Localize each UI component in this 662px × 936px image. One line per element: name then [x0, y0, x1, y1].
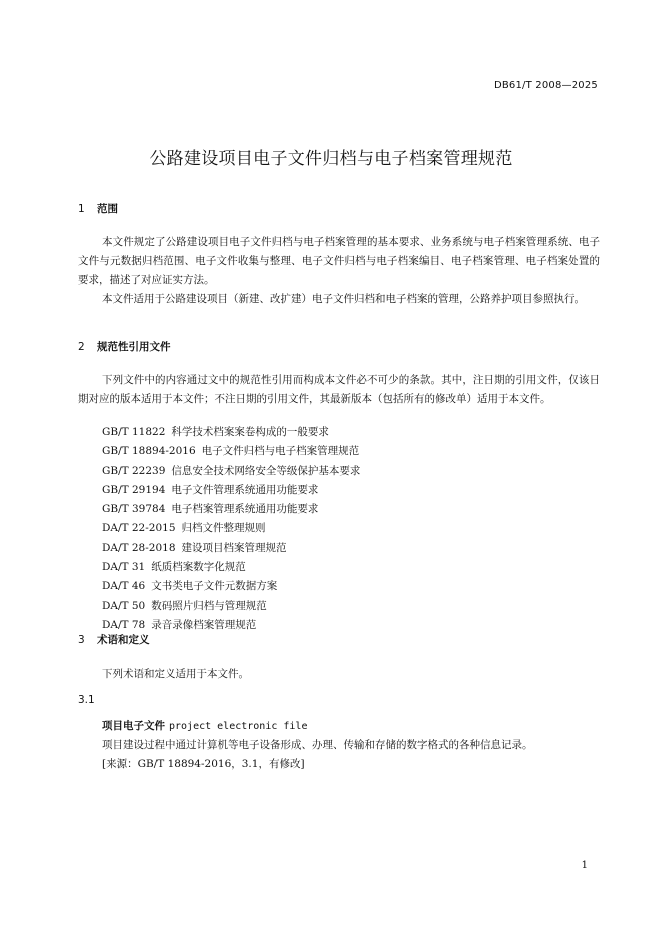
- page-title: 公路建设项目电子文件归档与电子档案管理规范: [149, 149, 513, 169]
- list-item: [102, 519, 360, 538]
- reference-title: 归档文件整理规则: [181, 522, 266, 535]
- reference-code: GB/T 22239: [102, 464, 166, 477]
- list-item: [102, 423, 360, 442]
- reference-code: DA/T 78: [102, 618, 146, 631]
- section-number: 3: [78, 634, 85, 646]
- reference-title: 建设项目档案管理规范: [181, 541, 287, 554]
- standard-code: DB61/T 2008—2025: [493, 80, 598, 91]
- reference-code: GB/T 39784: [102, 503, 166, 516]
- normative-intro: 下列文件中的内容通过文中的规范性引用而构成本文件必不可少的条款。其中，注日期的引用文件，仅该日期对应的版本适用于本文件；不注日期的引用文件，其最新版本（包括所有的修改单）适用于本文件。: [78, 374, 600, 405]
- list-item: [102, 597, 360, 616]
- section-2-heading: [78, 339, 171, 354]
- list-item: [102, 500, 360, 519]
- scope-paragraph-2: 本文件适用于公路建设项目（新建、改扩建）电子文件归档和电子档案的管理，公路养护项目参照执行。: [102, 293, 585, 305]
- list-item: [102, 462, 360, 481]
- section-3-heading: [78, 632, 150, 647]
- reference-code: DA/T 50: [102, 599, 146, 612]
- section-number: 1: [78, 203, 85, 215]
- reference-code: GB/T 29194: [102, 483, 166, 496]
- reference-list: [102, 423, 360, 635]
- reference-code: DA/T 28-2018: [102, 541, 176, 554]
- section-title: 范围: [97, 203, 118, 215]
- list-item: [102, 442, 360, 461]
- section-number: 2: [78, 341, 85, 353]
- list-item: [102, 558, 360, 577]
- term-source: [来源：GB/T 18894-2016，3.1，有修改]: [102, 758, 305, 770]
- page-number: 1: [581, 860, 588, 871]
- reference-title: 电子文件归档与电子档案管理规范: [201, 445, 360, 458]
- term-definition: 项目建设过程中通过计算机等电子设备形成、办理、传输和存储的数字格式的各种信息记录。: [102, 739, 533, 751]
- section-title: 术语和定义: [97, 634, 150, 646]
- reference-code: DA/T 22-2015: [102, 522, 176, 535]
- section-title: 规范性引用文件: [97, 341, 171, 353]
- reference-code: DA/T 31: [102, 561, 146, 574]
- reference-title: 纸质档案数字化规范: [151, 561, 246, 574]
- reference-title: 文书类电子文件元数据方案: [151, 580, 278, 593]
- reference-title: 录音录像档案管理规范: [151, 618, 257, 631]
- reference-title: 电子档案管理系统通用功能要求: [171, 503, 319, 516]
- list-item: [102, 577, 360, 596]
- term-chinese: 项目电子文件: [102, 720, 165, 732]
- reference-title: 信息安全技术网络安全等级保护基本要求: [171, 464, 361, 477]
- term-number: 3.1: [78, 694, 95, 706]
- reference-title: 科学技术档案案卷构成的一般要求: [171, 426, 329, 438]
- reference-title: 数码照片归档与管理规范: [151, 599, 267, 612]
- term-english: project electronic file: [169, 721, 308, 732]
- reference-code: DA/T 46: [102, 580, 146, 593]
- list-item: [102, 539, 360, 558]
- section-1-heading: [78, 201, 118, 216]
- list-item: [102, 481, 360, 500]
- reference-title: 电子文件管理系统通用功能要求: [171, 483, 319, 496]
- reference-code: GB/T 11822: [102, 426, 166, 438]
- reference-code: GB/T 18894-2016: [102, 445, 196, 458]
- term-heading: [102, 717, 307, 736]
- terms-intro: 下列术语和定义适用于本文件。: [102, 668, 249, 680]
- scope-paragraph-1: 本文件规定了公路建设项目电子文件归档与电子档案管理的基本要求、业务系统与电子档案管理系统、电子文件与元数据归档范围、电子文件收集与整理、电子文件归档与电子档案编目、电子档案管理、电子档案处置的要求，描述了对应证实方法。: [78, 236, 600, 286]
